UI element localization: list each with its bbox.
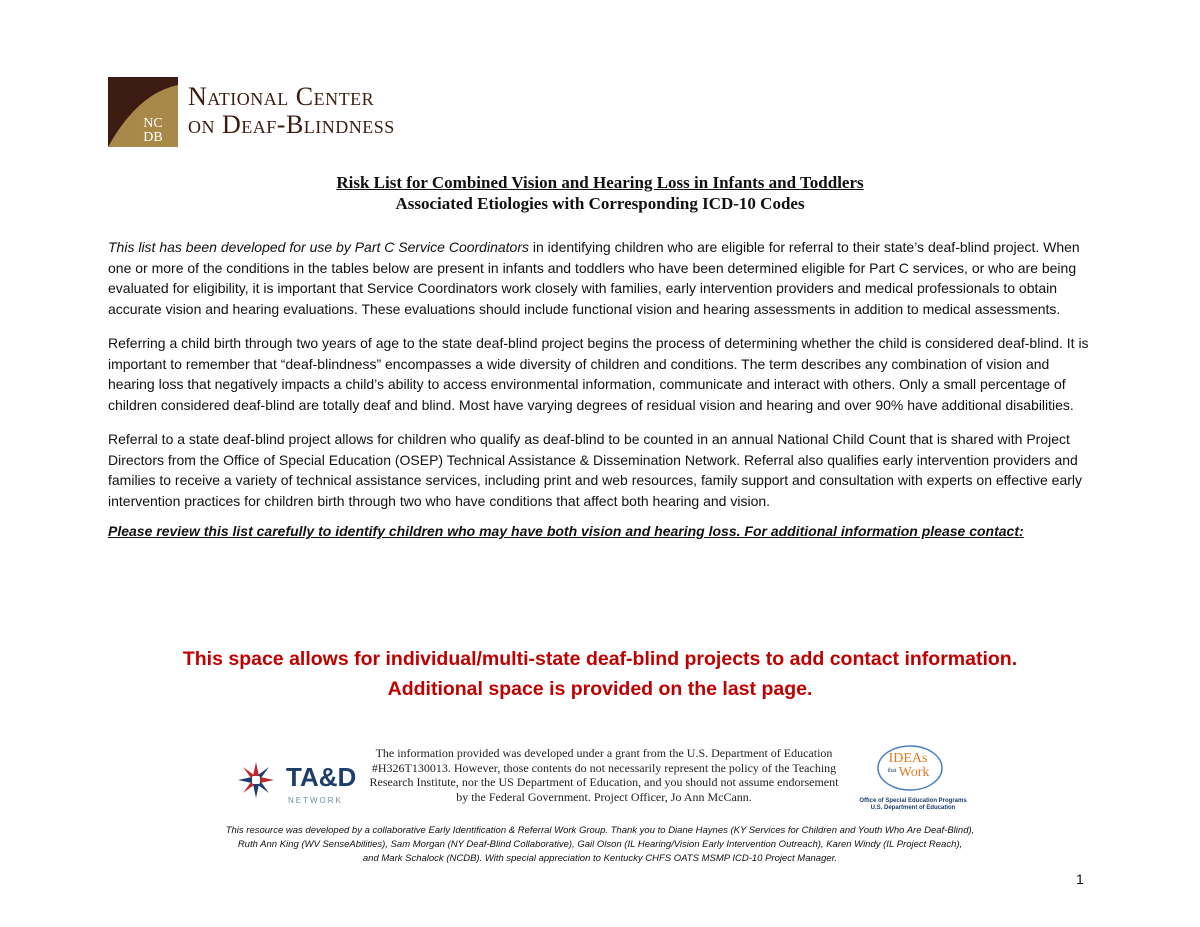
org-name: [188, 83, 395, 139]
ideas-word3: Work: [898, 765, 930, 780]
svg-text:DB: DB: [143, 130, 163, 145]
ack-line3: and Mark Schalock (NCDB). With special appreciation to Kentucky CHFS OATS MSMP ICD-10 Project Manager.: [362, 853, 838, 864]
funding-banner: [228, 742, 978, 814]
document-titles: [0, 172, 1200, 214]
funding-disclaimer: The information provided was developed under a grant from the U.S. Department of Education #H326T130013. However, those contents do not necessarily represent the policy of the Teaching Research Institute, nor the US Department of Education, and you should not assume endorsement by the Federal Government. Project Officer, Jo Ann McCann.: [369, 746, 839, 804]
contact-line2: Additional space is provided on the last page.: [387, 678, 813, 700]
ideas-word2: that: [887, 768, 897, 774]
ideas-caption-line1: Office of Special Education Programs: [859, 798, 967, 804]
ncdb-logo-mark: [108, 77, 178, 147]
document-subtitle: Associated Etiologies with Corresponding ICD-10 Codes: [395, 194, 805, 213]
paragraph-1-italic: This list has been developed for use by Part C Service Coordinators: [108, 239, 529, 255]
document-title: Risk List for Combined Vision and Hearing Loss in Infants and Toddlers: [336, 173, 864, 192]
tad-name: TA&D: [286, 762, 357, 792]
tad-network-logo: [236, 754, 376, 804]
body-text: [108, 237, 1093, 556]
paragraph-1: [108, 237, 1093, 319]
ideas-caption: [848, 798, 978, 812]
ideas-word1: IDEAs: [888, 751, 928, 766]
review-instruction: Please review this list carefully to identify children who may have both vision and hearing loss. For additional information please contact:: [108, 523, 1024, 539]
ack-line1: This resource was developed by a collaborative Early Identification & Referral Work Group. Thank you to Diane Haynes (KY Services for Children and Youth Who Are Deaf-Blind),: [225, 825, 975, 836]
ack-line2: Ruth Ann King (WV SenseAbilities), Sam Morgan (NY Deaf-Blind Collaborative), Gail Olson (IL Hearing/Vision Early Intervention Outreach), Karen Windy (IL Project Reach),: [237, 839, 963, 850]
org-name-line1: National Center: [188, 82, 375, 111]
tad-subtitle: NETWORK: [288, 796, 343, 805]
paragraph-1-rest: in identifying children who are eligible for referral to their state’s deaf-blind project. When one or more of the conditions in the tables below are present in infants and toddlers who have been determined eligible for Part C services, or who are being evaluated for eligibility, it is important that Service Coordinators work closely with families, early intervention providers and medical professionals to obtain accurate vision and hearing evaluations. These evaluations should include functional vision and hearing assessments in addition to medical assessments.: [108, 239, 1080, 317]
tad-star-icon: [236, 758, 276, 802]
page-number: 1: [1076, 871, 1084, 887]
contact-placeholder: [0, 644, 1200, 704]
org-name-line2: on Deaf-Blindness: [188, 110, 395, 139]
acknowledgements: [0, 824, 1200, 866]
ideas-caption-line2: U.S. Department of Education: [870, 805, 956, 811]
paragraph-2: Referring a child birth through two years of age to the state deaf-blind project begins the process of determining whether the child is considered deaf-blind. It is important to remember that “deaf-blindness” encompasses a wide diversity of children and conditions. The term describes any combination of vision and hearing loss that negatively impacts a child’s ability to access environmental information, communicate and interact with others. Only a small percentage of children considered deaf-blind are totally deaf and blind. Most have varying degrees of residual vision and hearing and over 90% have additional disabilities.: [108, 335, 1089, 413]
paragraph-3: Referral to a state deaf-blind project allows for children who qualify as deaf-blind to be counted in an annual National Child Count that is shared with Project Directors from the Office of Special Education (OSEP) Technical Assistance & Dissemination Network. Referral also qualifies early intervention providers and families to receive a variety of technical assistance services, including print and web resources, family support and consultation with experts on effective early intervention practices for children birth through two who have conditions that affect both hearing and vision.: [108, 431, 1082, 509]
ncdb-logo: [108, 77, 448, 147]
contact-line1: This space allows for individual/multi-state deaf-blind projects to add contact information.: [182, 648, 1018, 670]
svg-text:NC: NC: [143, 116, 163, 131]
